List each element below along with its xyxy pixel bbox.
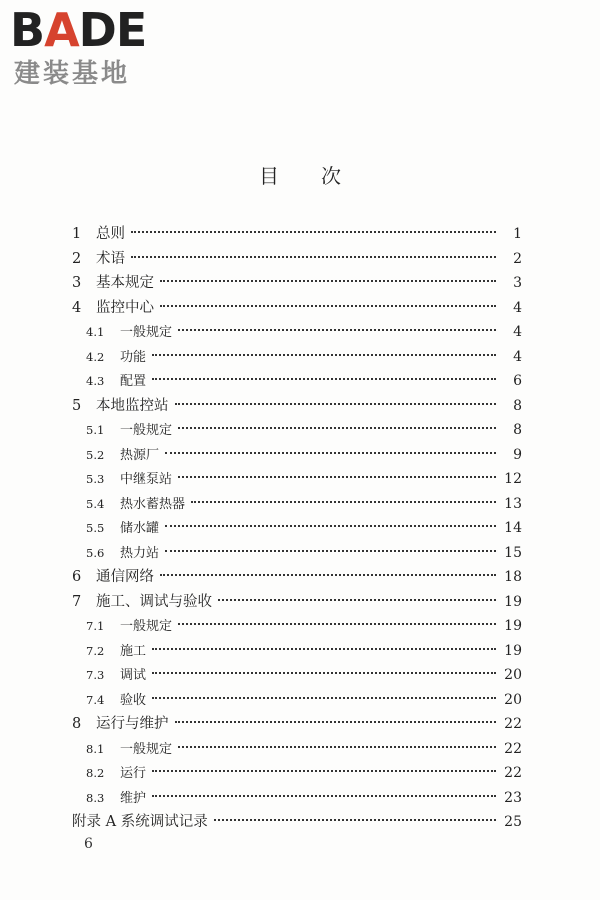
toc-leader-dots bbox=[152, 770, 496, 772]
toc-label: 配置 bbox=[120, 374, 147, 389]
toc-leader-dots bbox=[152, 795, 496, 797]
toc-page-number: 6 bbox=[513, 373, 522, 389]
toc-entry bbox=[72, 296, 522, 321]
toc-number: 8.3 bbox=[86, 790, 105, 805]
toc-leader-dots bbox=[178, 746, 496, 748]
toc-leader-dots bbox=[165, 452, 496, 454]
toc-page-number: 1 bbox=[513, 226, 522, 242]
toc-page-number: 9 bbox=[513, 446, 522, 463]
toc-number: 8.2 bbox=[86, 766, 105, 780]
toc-label: 附录 A 系统调试记录 bbox=[72, 814, 208, 830]
toc-number: 2 bbox=[72, 250, 82, 267]
toc-entry bbox=[72, 394, 522, 419]
toc-label: 一般规定 bbox=[120, 423, 173, 438]
toc-number: 7.2 bbox=[86, 643, 105, 658]
toc-page-number: 22 bbox=[504, 716, 522, 732]
toc-subentry bbox=[72, 320, 522, 345]
logo bbox=[10, 4, 180, 92]
toc-subentry bbox=[72, 688, 522, 713]
toc-subentry bbox=[72, 663, 522, 688]
toc-leader-dots bbox=[160, 574, 496, 576]
toc-leader-dots bbox=[160, 305, 496, 307]
toc-label: 一般规定 bbox=[120, 741, 173, 757]
toc-leader-dots bbox=[191, 501, 496, 503]
toc-page-number: 19 bbox=[504, 618, 522, 634]
toc-number: 6 bbox=[72, 569, 82, 585]
toc-page-number: 13 bbox=[504, 495, 522, 512]
toc-subentry bbox=[72, 761, 522, 786]
toc-leader-dots bbox=[175, 721, 497, 723]
footer-page-number: 6 bbox=[84, 836, 93, 852]
toc-subentry bbox=[72, 614, 522, 639]
toc-number: 5.5 bbox=[86, 521, 105, 535]
toc-label: 通信网络 bbox=[96, 569, 154, 585]
toc-page-number: 8 bbox=[513, 422, 522, 438]
toc-page-number: 19 bbox=[504, 593, 522, 610]
toc-page-number: 2 bbox=[513, 250, 522, 267]
toc-number: 7.3 bbox=[86, 668, 105, 682]
toc-number: 1 bbox=[72, 226, 82, 242]
title-char-2: 次 bbox=[321, 164, 341, 188]
toc-entry bbox=[72, 590, 522, 615]
toc-number: 7 bbox=[72, 593, 82, 610]
toc-page-number: 12 bbox=[504, 471, 522, 487]
toc-label: 储水罐 bbox=[120, 521, 160, 536]
toc-leader-dots bbox=[152, 672, 496, 674]
toc-label: 中继泵站 bbox=[120, 472, 173, 487]
toc-leader-dots bbox=[214, 819, 496, 821]
toc-leader-dots bbox=[131, 231, 496, 233]
toc-page-number: 19 bbox=[504, 642, 522, 659]
toc-label: 热水蓄热器 bbox=[120, 496, 186, 512]
logo-chinese-text: 建装基地 bbox=[14, 59, 131, 89]
toc-page-number: 4 bbox=[513, 348, 522, 365]
toc-page-number: 20 bbox=[504, 691, 522, 708]
toc-leader-dots bbox=[175, 403, 497, 405]
toc-subentry bbox=[72, 418, 522, 443]
toc-number: 8.1 bbox=[86, 741, 105, 756]
page-title bbox=[0, 160, 600, 189]
toc-number: 5.4 bbox=[86, 496, 105, 511]
toc-number: 8 bbox=[72, 716, 82, 732]
toc-leader-dots bbox=[178, 623, 496, 625]
toc-label: 功能 bbox=[120, 349, 147, 365]
toc-number: 7.1 bbox=[86, 619, 105, 633]
toc-page-number: 15 bbox=[504, 544, 522, 561]
toc-entry bbox=[72, 271, 522, 296]
toc-subentry bbox=[72, 369, 522, 394]
toc-subentry bbox=[72, 786, 522, 811]
toc-label: 基本规定 bbox=[96, 275, 154, 291]
toc-number: 5.2 bbox=[86, 447, 105, 462]
toc-label: 施工 bbox=[120, 643, 147, 659]
toc-label: 监控中心 bbox=[96, 299, 154, 316]
toc-entry bbox=[72, 712, 522, 737]
toc-page-number: 8 bbox=[513, 397, 522, 414]
toc-page-number: 14 bbox=[504, 520, 522, 536]
toc-leader-dots bbox=[178, 476, 496, 478]
toc-label: 调试 bbox=[120, 668, 147, 683]
toc-subentry bbox=[72, 541, 522, 566]
toc-leader-dots bbox=[160, 280, 496, 282]
toc-leader-dots bbox=[178, 329, 496, 331]
toc-leader-dots bbox=[152, 697, 496, 699]
toc-entry bbox=[72, 222, 522, 247]
toc-leader-dots bbox=[218, 599, 496, 601]
toc-leader-dots bbox=[165, 525, 496, 527]
toc-label: 维护 bbox=[120, 790, 147, 806]
toc-subentry bbox=[72, 467, 522, 492]
toc-subentry bbox=[72, 492, 522, 517]
toc-entry bbox=[72, 810, 522, 835]
toc-leader-dots bbox=[152, 354, 496, 356]
toc-number: 4.1 bbox=[86, 325, 105, 339]
toc-label: 热力站 bbox=[120, 545, 160, 561]
toc-page-number: 23 bbox=[504, 789, 522, 806]
toc-page-number: 22 bbox=[504, 740, 522, 757]
toc-label: 一般规定 bbox=[120, 325, 173, 340]
toc-page-number: 20 bbox=[504, 667, 522, 683]
toc-number: 5 bbox=[72, 397, 82, 414]
toc-number: 5.3 bbox=[86, 472, 105, 486]
toc-label: 本地监控站 bbox=[96, 397, 169, 414]
toc-number: 4 bbox=[72, 299, 82, 316]
toc-leader-dots bbox=[131, 256, 496, 258]
toc-label: 验收 bbox=[120, 692, 147, 708]
toc-subentry bbox=[72, 345, 522, 370]
toc-page-number: 4 bbox=[513, 299, 522, 316]
toc-label: 施工、调试与验收 bbox=[96, 593, 212, 610]
toc-subentry bbox=[72, 443, 522, 468]
toc-label: 热源厂 bbox=[120, 447, 160, 463]
toc-page-number: 25 bbox=[504, 814, 522, 830]
toc-leader-dots bbox=[165, 550, 496, 552]
table-of-contents bbox=[72, 222, 522, 835]
toc-entry bbox=[72, 247, 522, 272]
toc-label: 一般规定 bbox=[120, 619, 173, 634]
title-char-1: 目 bbox=[259, 164, 279, 188]
toc-label: 总则 bbox=[96, 226, 125, 242]
toc-page-number: 22 bbox=[504, 765, 522, 781]
toc-subentry bbox=[72, 516, 522, 541]
toc-number: 3 bbox=[72, 275, 82, 291]
toc-number: 7.4 bbox=[86, 692, 105, 707]
logo-wordmark: BADE bbox=[10, 3, 147, 57]
toc-subentry bbox=[72, 639, 522, 664]
toc-number: 5.1 bbox=[86, 423, 105, 437]
toc-page-number: 18 bbox=[504, 569, 522, 585]
toc-leader-dots bbox=[152, 648, 496, 650]
toc-label: 运行与维护 bbox=[96, 716, 169, 732]
toc-entry bbox=[72, 565, 522, 590]
toc-page-number: 4 bbox=[513, 324, 522, 340]
toc-label: 术语 bbox=[96, 250, 125, 267]
toc-number: 5.6 bbox=[86, 545, 105, 560]
toc-number: 4.2 bbox=[86, 349, 105, 364]
toc-number: 4.3 bbox=[86, 374, 105, 388]
toc-label: 运行 bbox=[120, 766, 147, 781]
toc-subentry bbox=[72, 737, 522, 762]
toc-leader-dots bbox=[152, 378, 496, 380]
toc-leader-dots bbox=[178, 427, 496, 429]
toc-page-number: 3 bbox=[513, 275, 522, 291]
